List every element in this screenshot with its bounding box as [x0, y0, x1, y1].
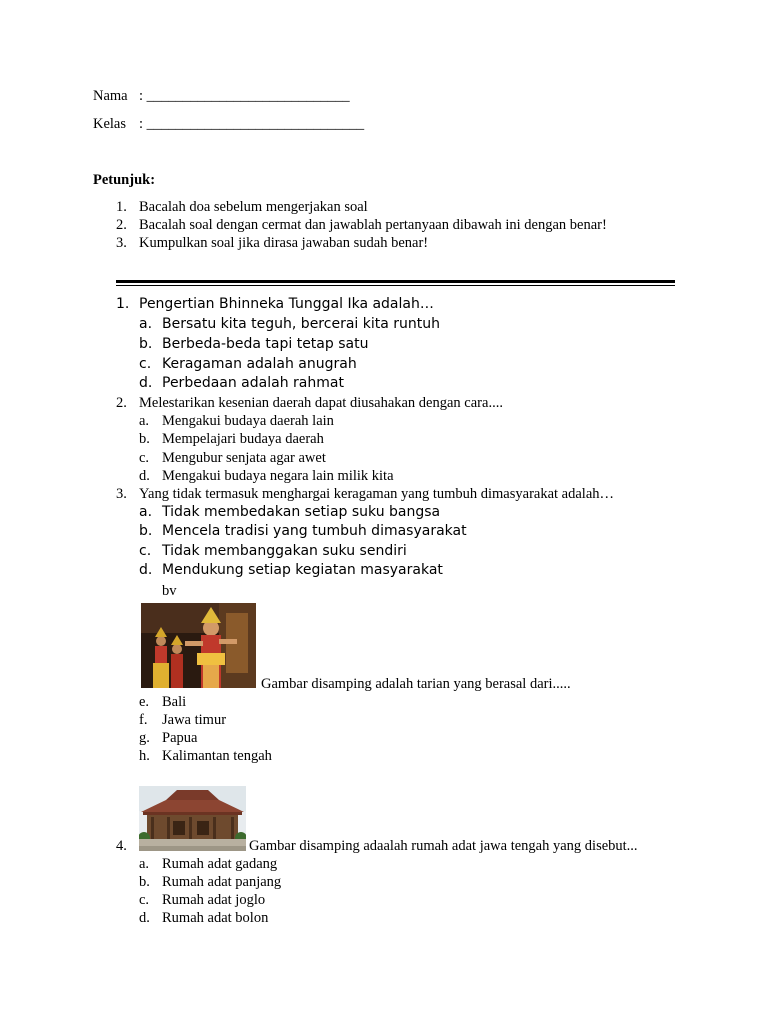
dance-question-text: Gambar disamping adalah tarian yang berasal dari..... [261, 676, 571, 692]
option-text: Rumah adat gadang [162, 856, 278, 872]
option-text: Tidak membedakan setiap suku bangsa [162, 504, 441, 520]
option-text: Tidak membanggakan suku sendiri [162, 543, 407, 559]
option-text: Rumah adat panjang [162, 874, 282, 890]
question-number: 3. [116, 486, 127, 502]
instruction-text: Kumpulkan soal jika dirasa jawaban sudah benar! [139, 235, 429, 251]
option-letter: c. [139, 543, 152, 559]
option-text: Mengakui budaya negara lain milik kita [162, 468, 394, 484]
instruction-number: 3. [116, 235, 127, 251]
divider-thick [116, 280, 675, 283]
instruction-text: Bacalah doa sebelum mengerjakan soal [139, 199, 368, 215]
question-text: Melestarikan kesenian daerah dapat diusahakan dengan cara.... [139, 395, 503, 411]
name-label: Nama [93, 88, 128, 104]
option-text: Papua [162, 730, 198, 746]
option-letter: f. [139, 712, 148, 728]
option-text: Mencela tradisi yang tumbuh dimasyarakat [162, 523, 467, 539]
option-letter: b. [139, 874, 150, 890]
option-letter: c. [139, 892, 150, 908]
option-letter: d. [139, 468, 150, 484]
question-text: Yang tidak termasuk menghargai keragaman yang tumbuh dimasyarakat adalah… [139, 486, 615, 502]
option-letter: c. [139, 450, 150, 466]
joglo-house-image [139, 786, 246, 851]
instructions-title: Petunjuk: [93, 172, 156, 188]
option-text: Mempelajari budaya daerah [162, 431, 324, 447]
divider-thin [116, 285, 675, 286]
option-letter: a. [139, 316, 153, 332]
class-label: Kelas [93, 116, 127, 132]
option-text: Mengubur senjata agar awet [162, 450, 326, 466]
instruction-number: 2. [116, 217, 127, 233]
option-letter: d. [139, 562, 153, 578]
question-number: 1. [116, 296, 130, 312]
option-letter: b. [139, 431, 150, 447]
option-letter: c. [139, 356, 152, 372]
option-text: Bersatu kita teguh, bercerai kita runtuh [162, 316, 440, 332]
option-text: Keragaman adalah anugrah [162, 356, 357, 372]
house-question-text: Gambar disamping adaalah rumah adat jawa tengah yang disebut... [249, 838, 638, 854]
option-text: Mendukung setiap kegiatan masyarakat [162, 562, 443, 578]
option-letter: g. [139, 730, 150, 746]
option-text: Perbedaan adalah rahmat [162, 375, 344, 391]
option-text: Bali [162, 694, 187, 710]
question-number: 4. [116, 838, 127, 854]
option-letter: e. [139, 694, 150, 710]
name-blank[interactable]: : ____________________________ [139, 88, 350, 104]
option-letter: d. [139, 375, 153, 391]
option-text: Mengakui budaya daerah lain [162, 413, 334, 429]
option-letter: h. [139, 748, 150, 764]
stray-text: bv [162, 583, 177, 599]
option-text: Kalimantan tengah [162, 748, 272, 764]
option-letter: a. [139, 856, 150, 872]
instruction-number: 1. [116, 199, 127, 215]
option-text: Jawa timur [162, 712, 227, 728]
option-letter: d. [139, 910, 150, 926]
option-text: Berbeda-beda tapi tetap satu [162, 336, 369, 352]
balinese-dance-image [141, 603, 256, 688]
option-letter: a. [139, 413, 150, 429]
class-blank[interactable]: : ______________________________ [139, 116, 365, 132]
question-text: Pengertian Bhinneka Tunggal Ika adalah… [139, 296, 434, 312]
option-letter: b. [139, 336, 153, 352]
option-letter: b. [139, 523, 153, 539]
instruction-text: Bacalah soal dengan cermat dan jawablah pertanyaan dibawah ini dengan benar! [139, 217, 607, 233]
option-letter: a. [139, 504, 153, 520]
option-text: Rumah adat bolon [162, 910, 269, 926]
question-number: 2. [116, 395, 127, 411]
option-text: Rumah adat joglo [162, 892, 266, 908]
